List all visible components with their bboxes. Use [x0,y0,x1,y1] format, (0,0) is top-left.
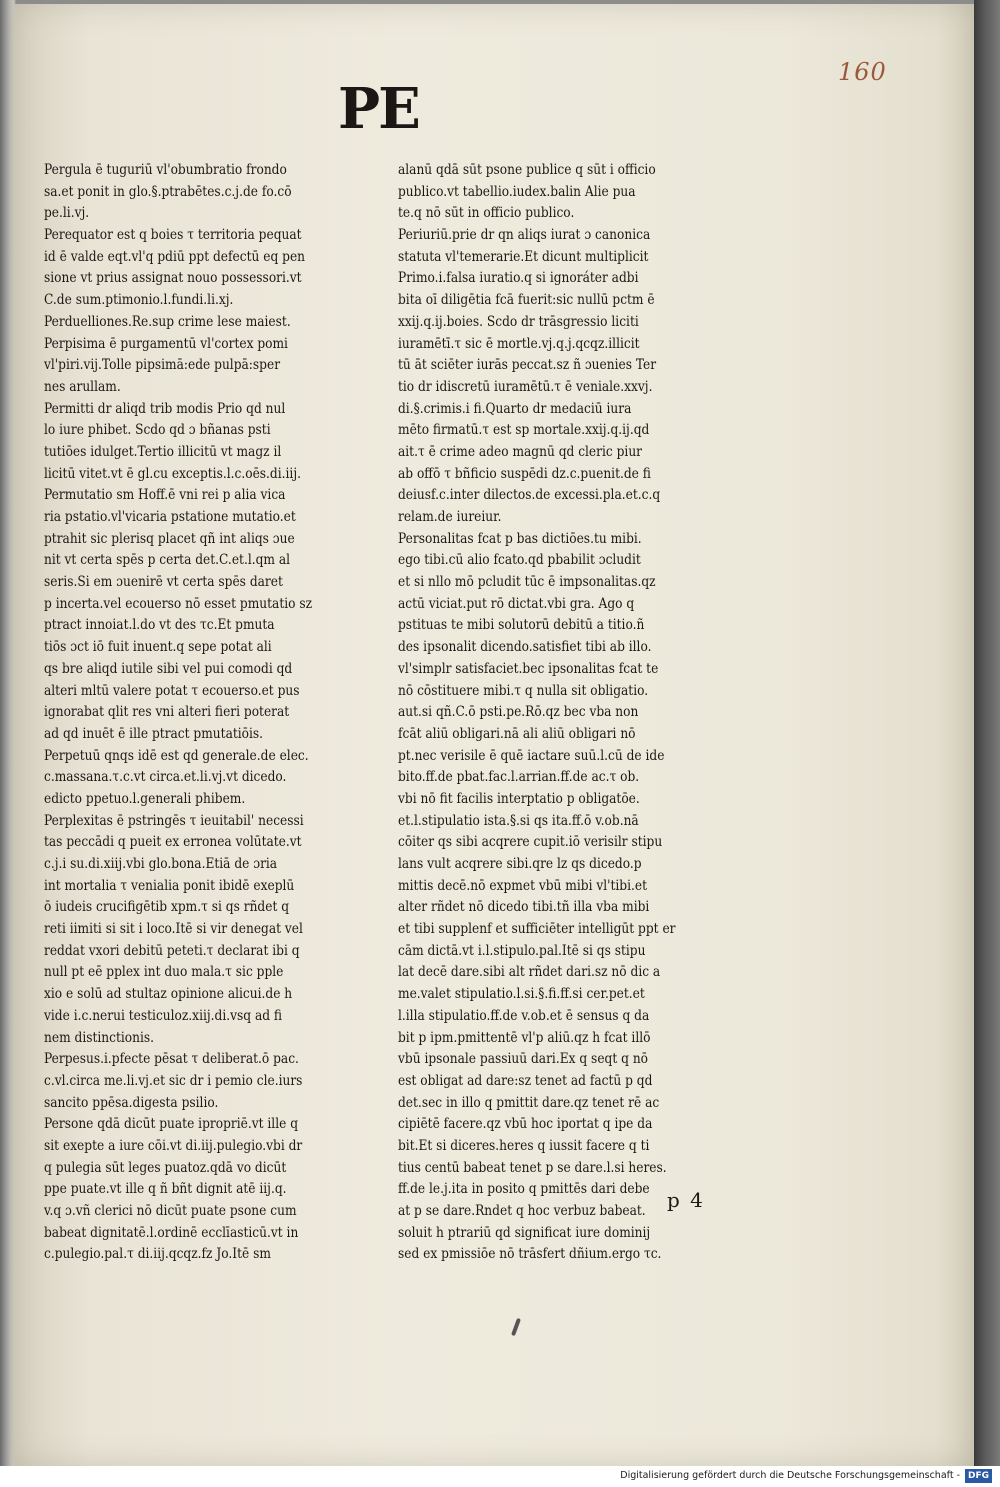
text-line: sione vt prius assignat nouo possessori.vt [44,270,302,287]
text-line: reddat vxori debitū peteti.τ declarat ibi q [44,942,300,959]
text-line: Periuriū.prie dr qn aliqs iurat ɔ canonica [398,227,651,244]
text-line: est obligat ad dare:sz tenet ad factū p qd [398,1072,653,1089]
text-line: me.valet stipulatio.l.si.§.fi.ff.si cer.pet.et [398,986,645,1003]
dfg-logo-icon: DFG [965,1469,992,1483]
text-line: nit vt certa spēs p certa det.C.et.l.qm al [44,552,291,569]
text-line: int mortalia τ venialia ponit ibidē exeplū [44,877,295,894]
text-line: Permitti dr aliqd trib modis Prio qd nul [44,400,286,417]
text-line: ad qd inuēt ē ille ptract pmutatiōis. [44,725,264,742]
text-line: c.pulegio.pal.τ di.iij.qcqz.fz Jo.Itē sm [44,1246,271,1263]
text-line: Persone qdā dicūt puate ipropriē.vt ille q [44,1116,299,1133]
text-line: mittis decē.nō expmet vbū mibi vl'tibi.et [398,877,648,894]
text-line: bita oī diligētia fcā fuerit:sic nullū pctm ē [398,292,655,309]
text-line: soluit h ptrariū qd significat iure dominij [398,1224,651,1241]
text-line: relam.de iureiur. [398,509,502,525]
text-line: ppe puate.vt ille q ñ bñt dignit atē iij.q. [44,1181,287,1198]
text-line: tū āt sciēter iurās peccat.sz ñ ɔuenies Ter [398,357,657,374]
text-line: alanū qdā sūt psone publice q sūt i officio [398,162,656,178]
text-line: alteri mltū valere potat τ ecouerso.et pus [44,682,300,699]
text-line: nō cōstituere mibi.τ q nulla sit obligatio. [398,682,649,699]
text-line: null pt eē pplex int duo mala.τ sic pple [44,964,284,981]
text-line: tio dr idiscretū iuramētū.τ ē veniale.xxvj. [398,378,653,395]
text-line: vbi nō fit facilis interptatio p obligatōe. [398,790,640,807]
text-line: publico.vt tabellio.iudex.balin Alie pua [398,183,636,200]
text-line: ff.de le.j.ita in posito q pmittēs dari debe [398,1181,650,1198]
text-line: c.vl.circa me.li.vj.et sic dr i pemio cle.iurs [44,1072,303,1089]
text-line: iuramētī.τ sic ē mortle.vj.q.j.qcqz.illicit [398,335,640,352]
text-line: qs bre aliqd iutile sibi vel pui comodi qd [44,660,293,677]
text-line: lans vult acqrere sibi.qre lz qs dicedo.p [398,856,642,872]
folio-number: 160 [838,58,887,86]
text-line: Perduelliones.Re.sup crime lese maiest. [44,313,291,330]
text-line: deiusf.c.inter dilectos.de excessi.pla.et.c.q [398,487,661,504]
text-line: q pulegia sūt leges puatoz.qdā vo dicūt [44,1159,287,1176]
text-line: nes arullam. [44,378,121,395]
text-line: ignorabat qlit res vni alteri fieri poterat [44,704,290,721]
text-line: di.§.crimis.i fi.Quarto dr medaciū iura [398,400,632,417]
text-line: c.massana.τ.c.vt circa.et.li.vj.vt dicedo. [44,769,287,786]
text-line: ria pstatio.vl'vicaria pstatione mutatio.et [44,509,296,525]
text-line: edicto ppetuo.l.generali phibem. [44,790,246,807]
text-line: c.j.i su.di.xiij.vbi glo.bona.Etiā de ɔria [44,856,278,872]
text-line: vl'simplr satisfaciet.bec ipsonalitas fcat te [398,660,659,677]
text-line: pt.nec verisile ē quē iactare suū.l.cū de ide [398,747,665,764]
text-line: aut.si qñ.C.ō psti.pe.Rō.qz bec vba non [398,704,639,721]
text-line: Permutatio sm Hoff.ē vni rei p alia vica [44,487,286,504]
text-column-right [398,160,738,1266]
text-line: ait.τ ē crime adeo magnū qd cleric piur [398,443,643,460]
text-line: Personalitas fcat p bas dictiōes.tu mibi. [398,530,642,547]
text-line: at p se dare.Rndet q hoc verbuz babeat. [398,1203,646,1219]
text-line: vbū ipsonale passiuū dari.Ex q seqt q nō [398,1051,649,1068]
text-line: tius centū babeat tenet p se dare.l.si heres. [398,1159,667,1176]
text-line: ego tibi.cū alio fcato.qd pbabilit ɔcludit [398,552,641,569]
text-line: p incerta.vel ecouerso nō esset pmutatio sz [44,595,313,612]
text-line: l.illa stipulatio.ff.de v.ob.et ē sensus q da [398,1007,650,1024]
text-line: Perequator est q boies τ territoria pequat [44,227,302,244]
text-line: ō iudeis crucifigētib xpm.τ si qs rñdet q [44,899,290,916]
text-line: bit.Et si diceres.heres q iussit facere q ti [398,1137,650,1154]
text-line: tiōs ɔct iō fuit inuent.q sepe potat ali [44,639,272,656]
text-line: babeat dignitatē.l.ordinē ecclīasticū.vt in [44,1224,299,1241]
text-line: ptrahit sic plerisq placet qñ int aliqs ɔue [44,530,295,547]
text-line: C.de sum.ptimonio.l.fundi.li.xj. [44,292,234,309]
text-line: cām dictā.vt i.l.stipulo.pal.Itē si qs stipu [398,942,646,959]
section-headword: PE [338,76,419,142]
text-line: et si nllo mō pcludit tūc ē impsonalitas.qz [398,574,656,591]
signature-mark: p 4 [667,1188,705,1212]
text-line: lo iure phibet. Scdo qd ɔ bñanas psti [44,422,271,439]
footer-bar [0,1466,1000,1487]
text-line: alter rñdet nō dicedo tibi.tñ illa vba mibi [398,899,650,916]
text-line: et tibi supplenf et sufficiēter intelligūt ppt er [398,921,676,938]
text-line: v.q ɔ.vñ clerici nō dicūt puate psone cum [44,1203,297,1219]
text-line: fcāt aliū obligari.nā ali aliū obligari nō [398,725,636,742]
text-line: Perpisima ē purgamentū vl'cortex pomi [44,335,288,352]
text-line: xxij.q.ij.boies. Scdo dr trāsgressio liciti [398,313,639,330]
text-line: cipiētē facere.qz vbū hoc iportat q ipe da [398,1116,653,1133]
text-line: bito.ff.de pbat.fac.l.arrian.ff.de ac.τ ob. [398,769,640,786]
text-line: sed ex pmissiōe nō trāsfert dñium.ergo τc. [398,1246,662,1263]
text-line: sa.et ponit in glo.§.ptrabētes.c.j.de fo.cō [44,183,292,200]
text-line: Pergula ē tuguriū vl'obumbratio frondo [44,162,287,178]
text-line: Perpesus.i.pfecte pēsat τ deliberat.ō pac. [44,1051,299,1068]
text-line: licitū vitet.vt ē gl.cu exceptis.l.c.oēs.di.iij. [44,465,301,482]
text-column-left [44,160,384,1266]
text-line: cōiter qs sibi acqrere cupit.iō verisilr stipu [398,834,663,851]
text-line: te.q nō sūt in officio publico. [398,205,575,222]
text-line: Perplexitas ē pstringēs τ ieuitabil' necessi [44,812,304,829]
text-line: seris.Si em ɔuenirē vt certa spēs daret [44,574,283,591]
text-line: vide i.c.nerui testiculoz.xiij.di.vsq ad fi [44,1007,283,1024]
text-line: nem distinctionis. [44,1029,155,1046]
text-line: Primo.i.falsa iuratio.q si ignoráter adbi [398,270,639,287]
text-line: actū viciat.put rō dictat.vbi gra. Ago q [398,595,635,612]
text-line: reti iimiti si sit i loco.Itē si vir denegat vel [44,921,303,938]
text-line: vl'piri.vij.Tolle pipsimā:ede pulpā:sper [44,357,281,374]
text-line: sancito ppēsa.digesta psilio. [44,1094,219,1111]
text-line: ptract innoiat.l.do vt des τc.Et pmuta [44,617,275,634]
text-line: det.sec in illo q pmittit dare.qz tenet rē ac [398,1094,660,1111]
text-line: tas peccādi q pueit ex erronea volūtate.vt [44,834,302,851]
text-line: des ipsonalit dicendo.satisfiet tibi ab illo. [398,639,652,656]
text-line: ab offō τ bñficio suspēdi dz.c.puenit.de fi [398,465,651,482]
page-edge-shadow [974,0,1000,1466]
text-line: pe.li.vj. [44,205,90,222]
text-line: id ē valde eqt.vl'q pdiū ppt defectū eq pen [44,248,306,265]
text-line: statuta vl'temerarie.Et dicunt multiplicit [398,248,649,265]
text-line: tutiōes idulget.Tertio illicitū vt magz il [44,443,282,460]
text-line: Perpetuū qnqs idē est qd generale.de elec. [44,747,309,764]
text-line: xio e solū ad stultaz opinione alicui.de h [44,986,293,1003]
text-line: sit exepte a iure cōi.vt di.iij.pulegio.vbi dr [44,1137,303,1154]
text-line: lat decē dare.sibi alt rñdet dari.sz nō dic a [398,964,661,981]
funding-credit: Digitalisierung gefördert durch die Deutsche Forschungsgemeinschaft - [620,1470,960,1481]
text-line: pstituas te mibi solutorū debitū a titio.ñ [398,617,645,634]
text-line: mēto firmatū.τ est sp mortale.xxij.q.ij.qd [398,422,650,439]
text-line: bit p ipm.pmittentē vl'p aliū.qz h fcat illō [398,1029,651,1046]
text-line: et.l.stipulatio ista.§.si qs ita.ff.ō v.ob.nā [398,812,639,829]
